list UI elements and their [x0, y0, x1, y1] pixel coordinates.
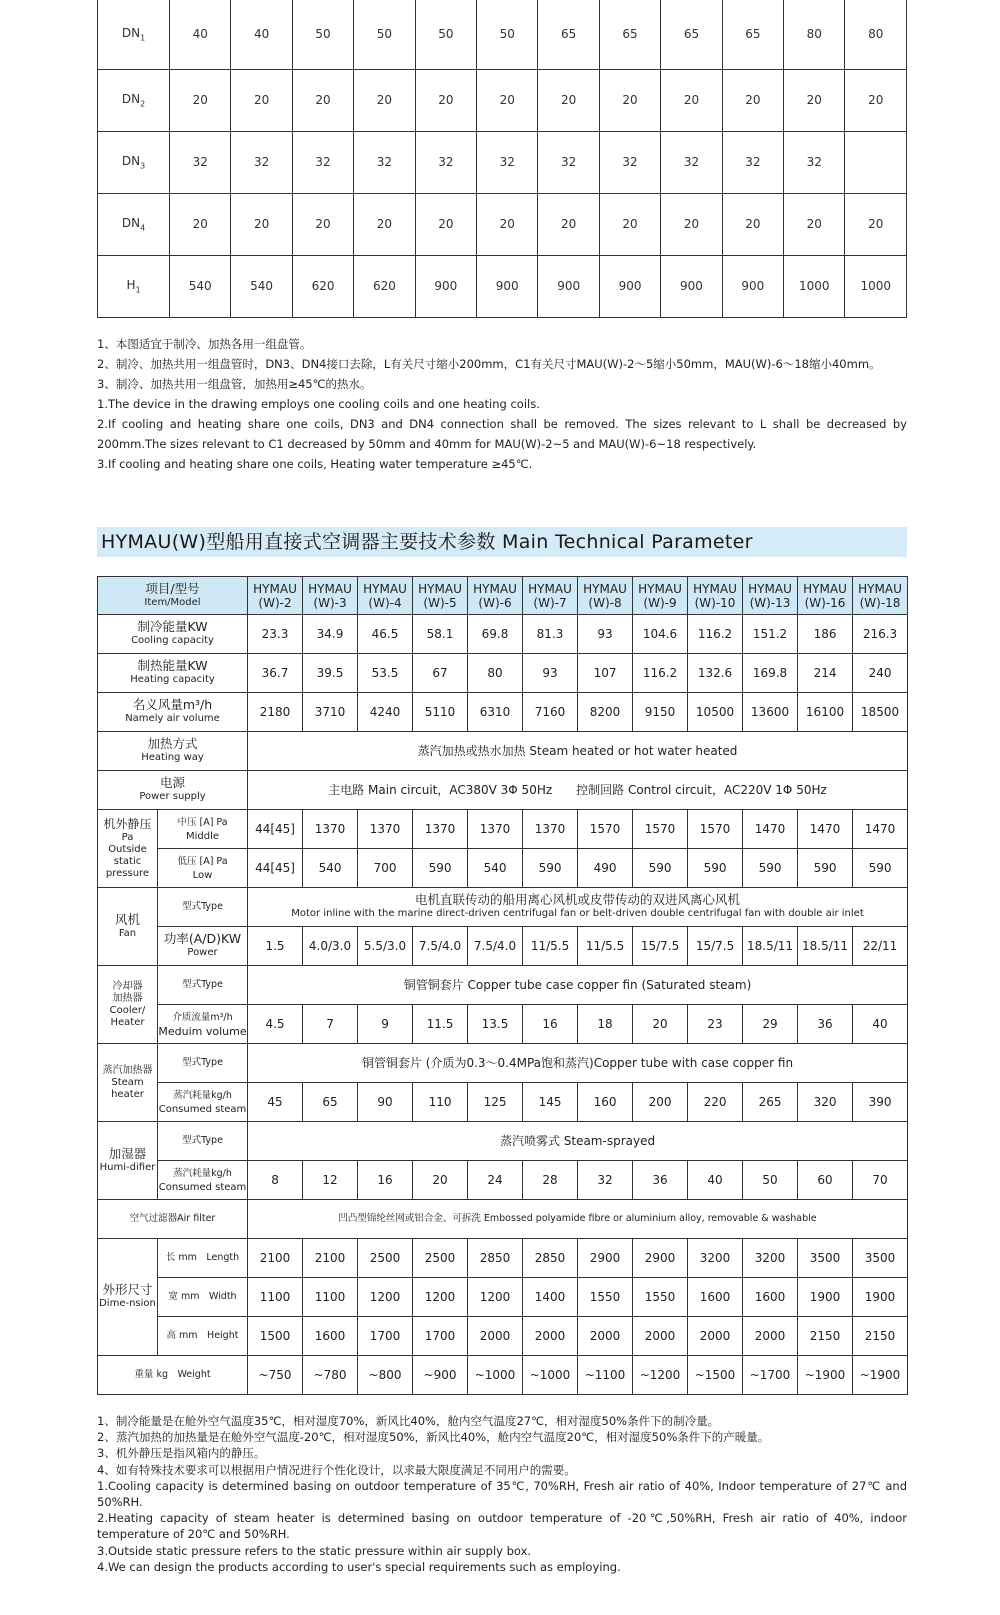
value-cell: 490: [578, 849, 633, 888]
value-cell: 11/5.5: [578, 927, 633, 966]
value-cell: 3710: [303, 693, 358, 732]
notes-coils: [97, 334, 907, 474]
value-cell: 1200: [468, 1278, 523, 1317]
value-cell: 2150: [853, 1317, 908, 1356]
note-line: 1.Cooling capacity is determined basing on outdoor temperature of 35℃, 70%RH, Fresh air ratio of 40%, Indoor temperature of 27℃ and 50%RH.: [97, 1478, 907, 1510]
dn-cell: 20: [722, 193, 783, 255]
value-cell: 1900: [853, 1278, 908, 1317]
value-cell: 2900: [633, 1239, 688, 1278]
row-dimension-height: 高 mm Height 1500 1600 1700 1700 2000 2000 2000 2000 2000 2000 2150 2150: [98, 1317, 908, 1356]
value-cell: 20: [633, 1005, 688, 1044]
value-cell: 24: [468, 1161, 523, 1200]
dn-cell: 50: [292, 0, 353, 69]
value-cell: 1600: [303, 1317, 358, 1356]
value-cell: 44[45]: [248, 810, 303, 849]
value-cell: 590: [633, 849, 688, 888]
note-line: 2.Heating capacity of steam heater is determined basing on outdoor temperature of -20℃,50%RH, Fresh air ratio of 40%, indoor temperature of 20℃ and 50%RH.: [97, 1511, 907, 1542]
dn-cell: 20: [415, 193, 476, 255]
dn-row-label: $DN_4$: [98, 193, 170, 255]
dn-cell: 900: [477, 255, 538, 317]
model-header: HYMAU (W)-8: [578, 577, 633, 615]
value-cell: 390: [853, 1083, 908, 1122]
dn-cell: 20: [170, 193, 231, 255]
value-cell: 18.5/11: [743, 927, 798, 966]
model-header: HYMAU (W)-2: [248, 577, 303, 615]
row-heating-way: 加热方式 Heating way 蒸汽加热或热水加热 Steam heated or hot water heated: [98, 732, 908, 771]
dn-cell: 1000: [845, 255, 907, 317]
value-cell: 8200: [578, 693, 633, 732]
value-cell: 40: [688, 1161, 743, 1200]
value-cell: ~750: [248, 1356, 303, 1395]
value-cell: 80: [468, 654, 523, 693]
value-cell: 320: [798, 1083, 853, 1122]
value-cell: 1470: [853, 810, 908, 849]
value-cell: 1600: [688, 1278, 743, 1317]
dn-row-label: $H_1$: [98, 255, 170, 317]
value-cell: 7: [303, 1005, 358, 1044]
value-cell: 1370: [413, 810, 468, 849]
value-cell: ~1500: [688, 1356, 743, 1395]
dn-cell: 540: [170, 255, 231, 317]
dn-cell: 900: [599, 255, 660, 317]
value-cell: 36: [798, 1005, 853, 1044]
value-cell: 125: [468, 1083, 523, 1122]
row-fan-type: 风机 Fan 型式Type 电机直联传动的船用离心风机或皮带传动的双进风离心风机 Motor inline with the marine direct-driven centrifugal fan or belt-driven double centrifugal fan with double air inlet: [98, 888, 908, 927]
value-cell: 3200: [688, 1239, 743, 1278]
dn-table: [97, 0, 907, 318]
dn-cell: 65: [661, 0, 722, 69]
value-cell: 2000: [578, 1317, 633, 1356]
row-humidifier-type: 加湿器 Humi-difier 型式Type 蒸汽喷雾式 Steam-sprayed: [98, 1122, 908, 1161]
value-cell: 36.7: [248, 654, 303, 693]
dn-cell: 40: [170, 0, 231, 69]
dn-cell: 80: [784, 0, 845, 69]
row-power-supply: 电源 Power supply 主电路 Main circuit，AC380V 3Φ 50Hz 控制回路 Control circuit，AC220V 1Φ 50Hz: [98, 771, 908, 810]
value-cell: 104.6: [633, 615, 688, 654]
value-cell: 2000: [633, 1317, 688, 1356]
value-cell: 3500: [798, 1239, 853, 1278]
value-cell: 590: [853, 849, 908, 888]
steam-heater-label: 蒸汽加热器 Steam heater: [98, 1044, 158, 1122]
value-cell: 1.5: [248, 927, 303, 966]
model-header: HYMAU (W)-3: [303, 577, 358, 615]
value-cell: 22/11: [853, 927, 908, 966]
value-cell: 5110: [413, 693, 468, 732]
dn-cell: 20: [599, 69, 660, 131]
value-cell: 151.2: [743, 615, 798, 654]
value-cell: 9: [358, 1005, 413, 1044]
value-cell: 90: [358, 1083, 413, 1122]
value-cell: 1500: [248, 1317, 303, 1356]
notes-conditions: [97, 1413, 907, 1575]
value-cell: 18500: [853, 693, 908, 732]
value-cell: 540: [303, 849, 358, 888]
row-weight: 重量 kg Weight ~750 ~780 ~800 ~900 ~1000 ~1000 ~1100 ~1200 ~1500 ~1700 ~1900 ~1900: [98, 1356, 908, 1395]
value-cell: 23: [688, 1005, 743, 1044]
value-cell: 169.8: [743, 654, 798, 693]
note-line: 2、蒸汽加热的加热量是在舱外空气温度-20℃，相对湿度50%，新风比40%，舱内空气温度20℃，相对湿度50%条件下的产暖量。: [97, 1430, 770, 1445]
value-cell: 1100: [248, 1278, 303, 1317]
value-cell: ~1900: [798, 1356, 853, 1395]
value-cell: 46.5: [358, 615, 413, 654]
value-cell: 13.5: [468, 1005, 523, 1044]
model-header: HYMAU (W)-10: [688, 577, 743, 615]
value-cell: ~1000: [523, 1356, 578, 1395]
value-cell: ~1900: [853, 1356, 908, 1395]
static-pressure-label: 机外静压 Pa Outside static pressure: [98, 810, 158, 888]
dn-cell: 32: [538, 131, 599, 193]
value-cell: 1100: [303, 1278, 358, 1317]
dn-cell: 20: [170, 69, 231, 131]
dn-cell: 20: [661, 193, 722, 255]
dn-cell: 620: [354, 255, 415, 317]
value-cell: ~780: [303, 1356, 358, 1395]
dn-cell: 20: [415, 69, 476, 131]
value-cell: 1570: [688, 810, 743, 849]
value-cell: 29: [743, 1005, 798, 1044]
value-cell: 116.2: [633, 654, 688, 693]
value-cell: ~800: [358, 1356, 413, 1395]
dn-cell: 20: [292, 69, 353, 131]
dn-cell: 20: [354, 69, 415, 131]
value-cell: 107: [578, 654, 633, 693]
value-cell: 10500: [688, 693, 743, 732]
note-line: 2.If cooling and heating share one coils, DN3 and DN4 connection shall be removed. The sizes relevant to L shall be decreased by 200mm.The sizes relevant to C1 decreased by 50mm and 40mm for MAU(W)-2~5 and MAU(W)-6~18 respectively.: [97, 417, 907, 451]
value-cell: 93: [578, 615, 633, 654]
note-line: 1、本图适宜于制冷、加热各用一组盘管。: [97, 337, 312, 351]
value-cell: 1900: [798, 1278, 853, 1317]
note-line: 3、制冷、加热共用一组盘管，加热用≥45℃的热水。: [97, 377, 372, 391]
row-steam-heater-type: 蒸汽加热器 Steam heater 型式Type 铜管铜套片 (介质为0.3～0.4MPa饱和蒸汽)Copper tube with case copper fin: [98, 1044, 908, 1083]
row-heating: 制热能量KW Heating capacity 36.7 39.5 53.5 67 80 93 107 116.2 132.6 169.8 214 240: [98, 654, 908, 693]
fan-label: 风机 Fan: [98, 888, 158, 966]
row-air-filter: 空气过滤器Air filter 凹凸型锦纶丝网或铝合金、可拆洗 Embossed polyamide fibre or aluminium alloy, removable & washable: [98, 1200, 908, 1239]
value-cell: 700: [358, 849, 413, 888]
value-cell: 145: [523, 1083, 578, 1122]
value-cell: 36: [633, 1161, 688, 1200]
value-cell: 590: [523, 849, 578, 888]
dn-cell: 1000: [784, 255, 845, 317]
value-cell: 53.5: [358, 654, 413, 693]
value-cell: ~1700: [743, 1356, 798, 1395]
model-header: HYMAU (W)-13: [743, 577, 798, 615]
header-item-model: 项目/型号 Item/Model: [98, 577, 248, 615]
value-cell: 132.6: [688, 654, 743, 693]
dn-row-label: $DN_1$: [98, 0, 170, 69]
value-cell: 4.0/3.0: [303, 927, 358, 966]
dn-cell: 20: [599, 193, 660, 255]
value-cell: 5.5/3.0: [358, 927, 413, 966]
value-cell: 9150: [633, 693, 688, 732]
value-cell: 16: [523, 1005, 578, 1044]
dn-cell: 32: [784, 131, 845, 193]
dn-cell: 80: [845, 0, 907, 69]
header-row: [98, 577, 908, 615]
dn-cell: 32: [599, 131, 660, 193]
value-cell: 11.5: [413, 1005, 468, 1044]
model-header: HYMAU (W)-16: [798, 577, 853, 615]
value-cell: 116.2: [688, 615, 743, 654]
value-cell: 1600: [743, 1278, 798, 1317]
dn-cell: 900: [722, 255, 783, 317]
value-cell: 1470: [798, 810, 853, 849]
value-cell: 34.9: [303, 615, 358, 654]
note-line: 1、制冷能量是在舱外空气温度35℃，相对湿度70%，新风比40%，舱内空气温度27℃，相对湿度50%条件下的制冷量。: [97, 1414, 720, 1428]
value-cell: 1550: [578, 1278, 633, 1317]
dn-cell: 20: [292, 193, 353, 255]
dn-cell: 40: [231, 0, 292, 69]
dn-cell: 620: [292, 255, 353, 317]
model-header: HYMAU (W)-9: [633, 577, 688, 615]
value-cell: 1550: [633, 1278, 688, 1317]
value-cell: 216.3: [853, 615, 908, 654]
value-cell: 3200: [743, 1239, 798, 1278]
value-cell: 1370: [523, 810, 578, 849]
row-static-middle: 机外静压 Pa Outside static pressure 中压 [A] Pa Middle 44[45] 1370 1370 1370 1370 1370 1570 1570 1570 1470 1470 1470: [98, 810, 908, 849]
dn-cell: 65: [599, 0, 660, 69]
value-cell: 2000: [468, 1317, 523, 1356]
value-cell: 2100: [248, 1239, 303, 1278]
row-fan-power: 功率(A/D)KW Power 1.5 4.0/3.0 5.5/3.0 7.5/4.0 7.5/4.0 11/5.5 11/5.5 15/7.5 15/7.5 18.5/11 18.5/11 22/11: [98, 927, 908, 966]
dn-cell: 20: [784, 193, 845, 255]
model-header: HYMAU (W)-5: [413, 577, 468, 615]
value-cell: 200: [633, 1083, 688, 1122]
value-cell: 6310: [468, 693, 523, 732]
value-cell: 50: [743, 1161, 798, 1200]
note-line: 4.We can design the products according to user's special requirements such as employing.: [97, 1559, 621, 1574]
value-cell: 2000: [523, 1317, 578, 1356]
section-title: HYMAU(W)型船用直接式空调器主要技术参数 Main Technical Parameter: [97, 527, 907, 557]
row-air-volume: 名义风量m³/h Namely air volume 2180 3710 4240 5110 6310 7160 8200 9150 10500 13600 16100 18500: [98, 693, 908, 732]
value-cell: 70: [853, 1161, 908, 1200]
dn-cell: 20: [845, 193, 907, 255]
value-cell: 7.5/4.0: [468, 927, 523, 966]
value-cell: 590: [798, 849, 853, 888]
dn-cell: 20: [477, 69, 538, 131]
row-dimension-width: 宽 mm Width 1100 1100 1200 1200 1200 1400 1550 1550 1600 1600 1900 1900: [98, 1278, 908, 1317]
row-cooling: 制冷能量KW Cooling capacity 23.3 34.9 46.5 58.1 69.8 81.3 93 104.6 116.2 151.2 186 216.3: [98, 615, 908, 654]
dn-cell: 900: [538, 255, 599, 317]
dn-cell: 20: [231, 69, 292, 131]
value-cell: 11/5.5: [523, 927, 578, 966]
value-cell: 2150: [798, 1317, 853, 1356]
value-cell: 1370: [468, 810, 523, 849]
value-cell: 65: [303, 1083, 358, 1122]
dn-row-label: $DN_2$: [98, 69, 170, 131]
model-header: HYMAU (W)-6: [468, 577, 523, 615]
value-cell: 93: [523, 654, 578, 693]
dimension-label: 外形尺寸 Dime-nsion: [98, 1239, 158, 1356]
dn-cell: 32: [477, 131, 538, 193]
dn-row: [98, 69, 907, 131]
value-cell: 590: [413, 849, 468, 888]
dn-cell: 900: [415, 255, 476, 317]
value-cell: 214: [798, 654, 853, 693]
value-cell: 60: [798, 1161, 853, 1200]
value-cell: 15/7.5: [633, 927, 688, 966]
model-header: HYMAU (W)-4: [358, 577, 413, 615]
dn-row: [98, 0, 907, 69]
dn-cell: 50: [354, 0, 415, 69]
row-steam-consumption: 蒸汽耗量kg/h Consumed steam 45 65 90 110 125 145 160 200 220 265 320 390: [98, 1083, 908, 1122]
dn-row-label: $DN_3$: [98, 131, 170, 193]
value-cell: 160: [578, 1083, 633, 1122]
model-header: HYMAU (W)-7: [523, 577, 578, 615]
value-cell: 2850: [523, 1239, 578, 1278]
value-cell: 590: [743, 849, 798, 888]
value-cell: 18: [578, 1005, 633, 1044]
dn-cell: 32: [231, 131, 292, 193]
value-cell: 1370: [358, 810, 413, 849]
value-cell: ~1200: [633, 1356, 688, 1395]
value-cell: 28: [523, 1161, 578, 1200]
value-cell: 2100: [303, 1239, 358, 1278]
value-cell: 110: [413, 1083, 468, 1122]
value-cell: 2500: [413, 1239, 468, 1278]
value-cell: 186: [798, 615, 853, 654]
parameter-table: [97, 576, 908, 1395]
value-cell: 39.5: [303, 654, 358, 693]
dn-cell: 65: [538, 0, 599, 69]
note-line: 3.If cooling and heating share one coils, Heating water temperature ≥45℃.: [97, 457, 533, 471]
dn-cell: 900: [661, 255, 722, 317]
value-cell: 2900: [578, 1239, 633, 1278]
dn-cell: 32: [722, 131, 783, 193]
value-cell: 16: [358, 1161, 413, 1200]
dn-cell: 32: [292, 131, 353, 193]
value-cell: 265: [743, 1083, 798, 1122]
cooler-label: 冷却器 加热器 Cooler/ Heater: [98, 966, 158, 1044]
value-cell: 7160: [523, 693, 578, 732]
value-cell: 2850: [468, 1239, 523, 1278]
value-cell: 12: [303, 1161, 358, 1200]
dn-cell: 20: [845, 69, 907, 131]
value-cell: 44[45]: [248, 849, 303, 888]
note-line: 3.Outside static pressure refers to the static pressure within air supply box.: [97, 1543, 532, 1558]
dn-row: [98, 131, 907, 193]
dn-cell: 32: [170, 131, 231, 193]
model-header: HYMAU (W)-18: [853, 577, 908, 615]
value-cell: 20: [413, 1161, 468, 1200]
dn-cell: 20: [538, 193, 599, 255]
dn-cell: 50: [477, 0, 538, 69]
value-cell: 1200: [358, 1278, 413, 1317]
value-cell: 45: [248, 1083, 303, 1122]
value-cell: 1570: [578, 810, 633, 849]
dn-row: [98, 193, 907, 255]
value-cell: 2000: [743, 1317, 798, 1356]
value-cell: 7.5/4.0: [413, 927, 468, 966]
value-cell: 40: [853, 1005, 908, 1044]
note-line: 2、制冷、加热共用一组盘管时，DN3、DN4接口去除，L有关尺寸缩小200mm，C1有关尺寸MAU(W)-2～5缩小50mm，MAU(W)-6～18缩小40mm。: [97, 357, 881, 371]
note-line: 4、如有特殊技术要求可以根据用户情况进行个性化设计，以求最大限度满足不同用户的需要。: [97, 1462, 576, 1477]
value-cell: 15/7.5: [688, 927, 743, 966]
row-humidifier-consumption: 蒸汽耗量kg/h Consumed steam 8 12 16 20 24 28 32 36 40 50 60 70: [98, 1161, 908, 1200]
row-cooler-type: 冷却器 加热器 Cooler/ Heater 型式Type 铜管铜套片 Copper tube case copper fin (Saturated steam): [98, 966, 908, 1005]
dn-cell: 50: [415, 0, 476, 69]
value-cell: ~1100: [578, 1356, 633, 1395]
value-cell: 1700: [358, 1317, 413, 1356]
value-cell: 1370: [303, 810, 358, 849]
dn-cell: 32: [661, 131, 722, 193]
dn-cell: 32: [354, 131, 415, 193]
value-cell: 220: [688, 1083, 743, 1122]
value-cell: 590: [688, 849, 743, 888]
row-dimension-length: 外形尺寸 Dime-nsion 长 mm Length 2100 2100 2500 2500 2850 2850 2900 2900 3200 3200 3500 3500: [98, 1239, 908, 1278]
value-cell: 2180: [248, 693, 303, 732]
dn-cell: 20: [538, 69, 599, 131]
dn-cell: 65: [722, 0, 783, 69]
value-cell: 32: [578, 1161, 633, 1200]
dn-cell: 20: [354, 193, 415, 255]
humidifier-label: 加湿器 Humi-difier: [98, 1122, 158, 1200]
note-line: 1.The device in the drawing employs one cooling coils and one heating coils.: [97, 397, 540, 411]
dn-cell: 20: [231, 193, 292, 255]
row-static-low: 低压 [A] Pa Low 44[45] 540 700 590 540 590 490 590 590 590 590 590: [98, 849, 908, 888]
value-cell: 13600: [743, 693, 798, 732]
dn-cell: 20: [477, 193, 538, 255]
value-cell: 67: [413, 654, 468, 693]
value-cell: 1400: [523, 1278, 578, 1317]
value-cell: 23.3: [248, 615, 303, 654]
dn-cell: [845, 131, 907, 193]
dn-cell: 20: [784, 69, 845, 131]
value-cell: 4.5: [248, 1005, 303, 1044]
dn-cell: 20: [661, 69, 722, 131]
value-cell: 3500: [853, 1239, 908, 1278]
value-cell: 240: [853, 654, 908, 693]
dn-cell: 20: [722, 69, 783, 131]
dn-cell: 32: [415, 131, 476, 193]
value-cell: 540: [468, 849, 523, 888]
note-line: 3、机外静压是指风箱内的静压。: [97, 1446, 266, 1461]
value-cell: 4240: [358, 693, 413, 732]
value-cell: 16100: [798, 693, 853, 732]
value-cell: 1570: [633, 810, 688, 849]
value-cell: 1200: [413, 1278, 468, 1317]
value-cell: 81.3: [523, 615, 578, 654]
value-cell: ~900: [413, 1356, 468, 1395]
value-cell: 8: [248, 1161, 303, 1200]
value-cell: 1470: [743, 810, 798, 849]
dn-row: [98, 255, 907, 317]
value-cell: 1700: [413, 1317, 468, 1356]
value-cell: 69.8: [468, 615, 523, 654]
row-cooler-flow: 介质流量m³/h Meduim volume 4.5 7 9 11.5 13.5 16 18 20 23 29 36 40: [98, 1005, 908, 1044]
dn-cell: 540: [231, 255, 292, 317]
value-cell: 58.1: [413, 615, 468, 654]
value-cell: 2500: [358, 1239, 413, 1278]
value-cell: ~1000: [468, 1356, 523, 1395]
value-cell: 18.5/11: [798, 927, 853, 966]
value-cell: 2000: [688, 1317, 743, 1356]
